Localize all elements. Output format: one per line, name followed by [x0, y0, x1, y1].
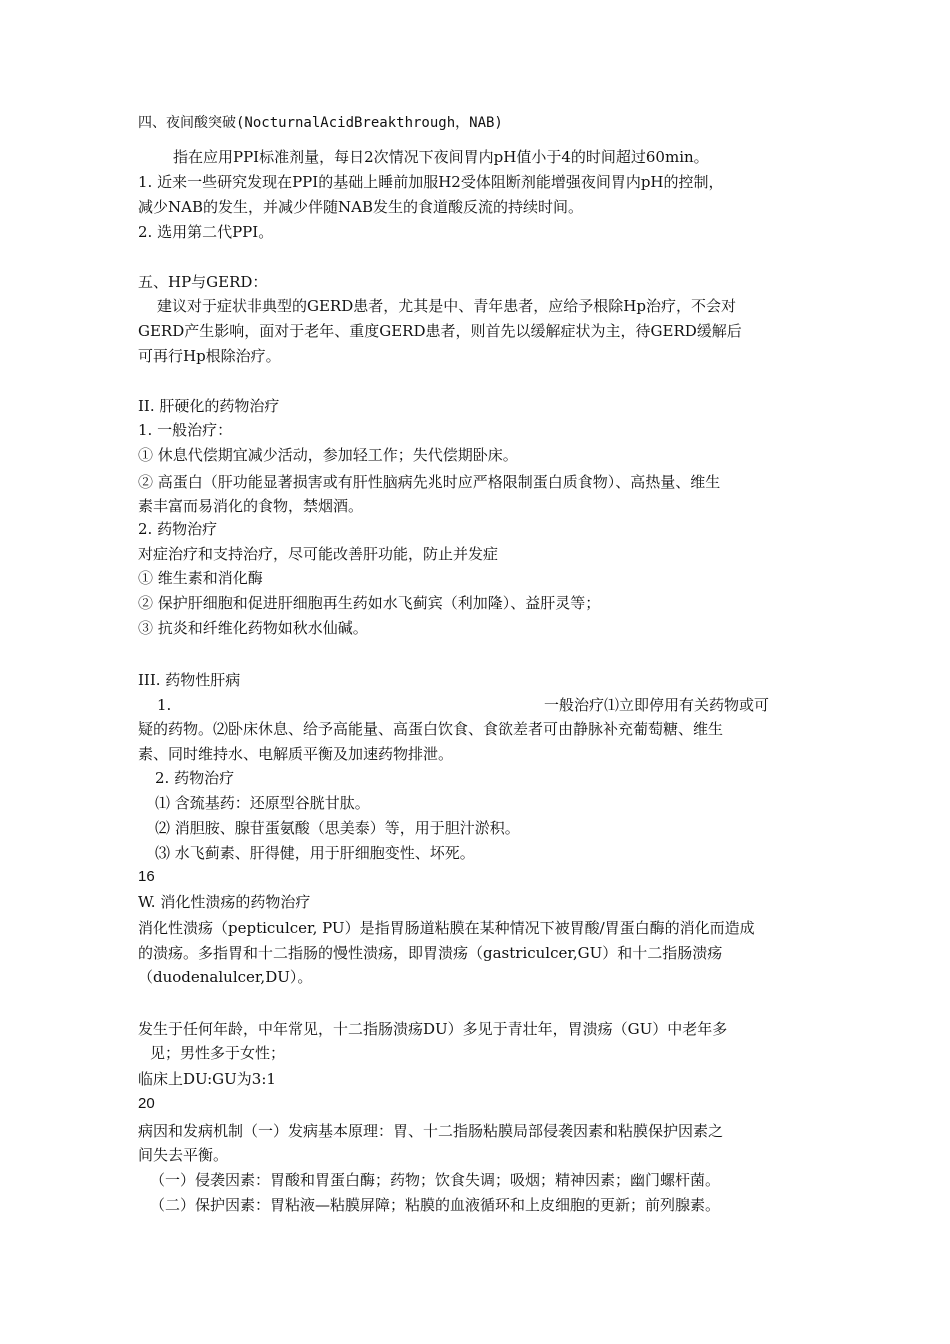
list-item: ⑴ 含巯基药：还原型谷胱甘肽。 [155, 794, 370, 812]
paragraph-line: 2. 选用第二代PPI。 [138, 223, 274, 241]
subheading: 2. 药物治疗 [155, 769, 235, 787]
paragraph-line: 病因和发病机制（一）发病基本原理：胃、十二指肠粘膜局部侵袭因素和粘膜保护因素之 [138, 1122, 724, 1140]
paragraph-line: （一）侵袭因素：胃酸和胃蛋白酶；药物；饮食失调；吸烟；精神因素；幽门螺杆菌。 [150, 1171, 721, 1189]
list-item: ① 休息代偿期宜减少活动，参加轻工作；失代偿期卧床。 [138, 446, 518, 464]
section-heading-peptic-ulcer: W. 消化性溃疡的药物治疗 [138, 893, 311, 911]
paragraph-line: 的溃疡。多指胃和十二指肠的慢性溃疡，即胃溃疡（gastriculcer,GU）和十二指肠溃疡 [138, 944, 723, 962]
paragraph-line: 素、同时维持水、电解质平衡及加速药物排泄。 [138, 745, 454, 763]
subheading: 1. 一般治疗： [138, 421, 233, 439]
page-number: 20 [138, 1095, 155, 1112]
paragraph-line: （二）保护因素：胃粘液—粘膜屏障；粘膜的血液循环和上皮细胞的更新；前列腺素。 [150, 1196, 721, 1214]
list-item: ⑵ 消胆胺、腺苷蛋氨酸（思美泰）等，用于胆汁淤积。 [155, 819, 520, 837]
paragraph-line: GERD产生影响，面对于老年、重度GERD患者，则首先以缓解症状为主，待GERD缓解后 [138, 322, 742, 340]
paragraph-line: 1. 近来一些研究发现在PPI的基础上睡前加服H2受体阻断剂能增强夜间胃内pH的控制， [138, 173, 724, 191]
page-number: 16 [138, 868, 155, 885]
paragraph-line: 发生于任何年龄，中年常见，十二指肠溃疡DU）多见于青壮年，胃溃疡（GU）中老年多 [138, 1020, 728, 1038]
paragraph-line: 一般治疗⑴立即停用有关药物或可 [544, 696, 770, 714]
list-item: ⑶ 水飞蓟素、肝得健，用于肝细胞变性、坏死。 [155, 844, 475, 862]
section-heading-hp-gerd: 五、HP与GERD： [138, 273, 268, 291]
list-number: 1. [157, 696, 172, 714]
paragraph-line: 消化性溃疡（pepticulcer, PU）是指胃肠道粘膜在某种情况下被胃酸/胃蛋白酶的消化而造成 [138, 919, 755, 937]
paragraph-line: 见；男性多于女性； [150, 1044, 286, 1062]
paragraph-line: 指在应用PPI标准剂量，每日2次情况下夜间胃内pH值小于4的时间超过60min。 [173, 148, 709, 166]
paragraph-line: 减少NAB的发生，并减少伴随NAB发生的食道酸反流的持续时间。 [138, 198, 583, 216]
subheading: 2. 药物治疗 [138, 520, 218, 538]
paragraph-line: 可再行Hp根除治疗。 [138, 347, 281, 365]
paragraph-line: 建议对于症状非典型的GERD患者，尤其是中、青年患者，应给予根除Hp治疗，不会对 [157, 297, 736, 315]
paragraph-line: （duodenalulcer,DU）。 [138, 968, 313, 986]
paragraph-line: 间失去平衡。 [138, 1146, 229, 1164]
list-item-continuation: 素丰富而易消化的食物，禁烟酒。 [138, 497, 364, 515]
paragraph-line: 疑的药物。⑵卧床休息、给予高能量、高蛋白饮食、食欲差者可由静脉补充葡萄糖、维生 [138, 720, 724, 738]
section-heading-cirrhosis: II. 肝硬化的药物治疗 [138, 397, 280, 415]
list-item: ② 保护肝细胞和促进肝细胞再生药如水飞蓟宾（利加隆）、益肝灵等； [138, 594, 601, 612]
section-heading-drug-liver: III. 药物性肝病 [138, 671, 241, 689]
paragraph-line: 对症治疗和支持治疗，尽可能改善肝功能，防止并发症 [138, 545, 499, 563]
list-item: ① 维生素和消化酶 [138, 569, 263, 587]
section-heading-nab: 四、夜间酸突破(NocturnalAcidBreakthrough，NAB) [138, 115, 503, 131]
list-item: ③ 抗炎和纤维化药物如秋水仙碱。 [138, 619, 368, 637]
list-item: ② 高蛋白（肝功能显著损害或有肝性脑病先兆时应严格限制蛋白质食物）、高热量、维生 [138, 473, 721, 491]
paragraph-line: 临床上DU:GU为3:1 [138, 1070, 276, 1088]
